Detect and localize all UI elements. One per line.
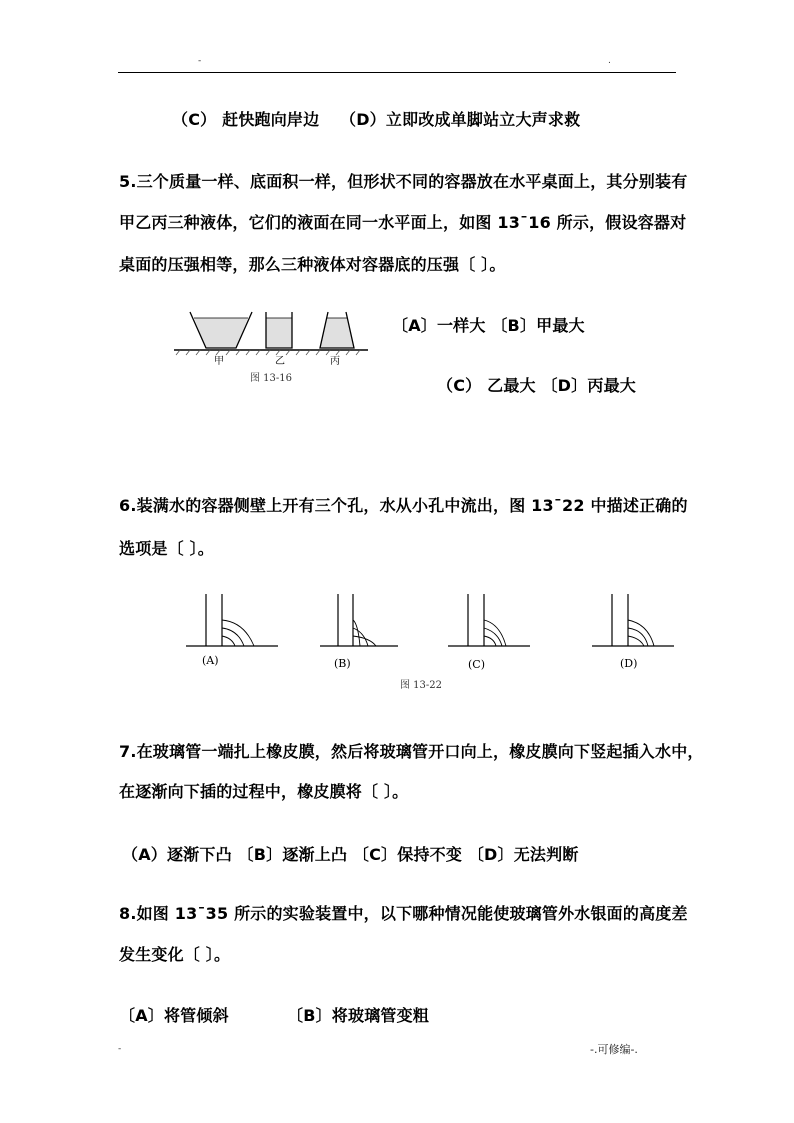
panel-a-label: (A) <box>202 654 219 667</box>
panel-b-label: (B) <box>334 657 351 670</box>
q8-line-2: 发生变化〔 〕。 <box>119 945 231 964</box>
q5-options-cd: （C） 乙最大 〔D〕丙最大 <box>437 376 636 395</box>
q8-option-b: 〔B〕将玻璃管变粗 <box>287 1006 429 1025</box>
header-right-mark: . <box>608 56 611 66</box>
q7-options: （A）逐渐下凸 〔B〕逐渐上凸 〔C〕保持不变 〔D〕无法判断 <box>122 845 579 864</box>
panel-a <box>186 594 278 667</box>
panel-c <box>448 594 530 671</box>
q5-line-2: 甲乙丙三种液体，它们的液面在同一水平面上，如图 13¯16 所示，假设容器对 <box>119 213 687 232</box>
q4-option-d: （D）立即改成单脚站立大声求救 <box>340 110 581 129</box>
figure-13-22-caption: 图 13-22 <box>400 680 443 691</box>
q7-line-1: 7.在玻璃管一端扎上橡皮膜，然后将玻璃管开口向上，橡皮膜向下竖起插入水中， <box>119 742 704 761</box>
q6-line-2: 选项是〔 〕。 <box>119 539 214 558</box>
q6-line-1: 6.装满水的容器侧壁上开有三个孔，水从小孔中流出，图 13¯22 中描述正确的 <box>119 496 688 515</box>
panel-d-label: (D) <box>620 657 638 670</box>
panel-c-label: (C) <box>468 658 485 671</box>
header-left-mark: - <box>198 56 202 66</box>
figure-13-22 <box>178 590 678 696</box>
footer-left-mark: - <box>118 1044 122 1054</box>
q5-line-1: 5.三个质量一样、底面积一样，但形状不同的容器放在水平桌面上，其分别装有 <box>119 172 688 191</box>
figure-label-yi: 乙 <box>275 356 285 367</box>
footer-text: -.可修编-. <box>590 1043 638 1056</box>
header-rule <box>118 72 676 73</box>
panel-b <box>320 594 398 670</box>
figure-13-16 <box>170 302 370 390</box>
q8-option-a: 〔A〕将管倾斜 <box>119 1006 229 1025</box>
q4-option-c: （C） 赶快跑向岸边 <box>172 110 320 129</box>
panel-d <box>592 594 674 670</box>
figure-label-jia: 甲 <box>214 356 224 367</box>
q8-line-1: 8.如图 13¯35 所示的实验装置中，以下哪种情况能使玻璃管外水银面的高度差 <box>119 904 688 923</box>
q5-line-3: 桌面的压强相等，那么三种液体对容器底的压强〔 〕。 <box>119 255 506 274</box>
q7-line-2: 在逐渐向下插的过程中，橡皮膜将〔 〕。 <box>119 782 409 801</box>
figure-caption: 图 13-16 <box>250 373 293 384</box>
q5-options-ab: 〔A〕一样大 〔B〕甲最大 <box>392 316 585 335</box>
figure-label-bing: 丙 <box>330 356 340 367</box>
